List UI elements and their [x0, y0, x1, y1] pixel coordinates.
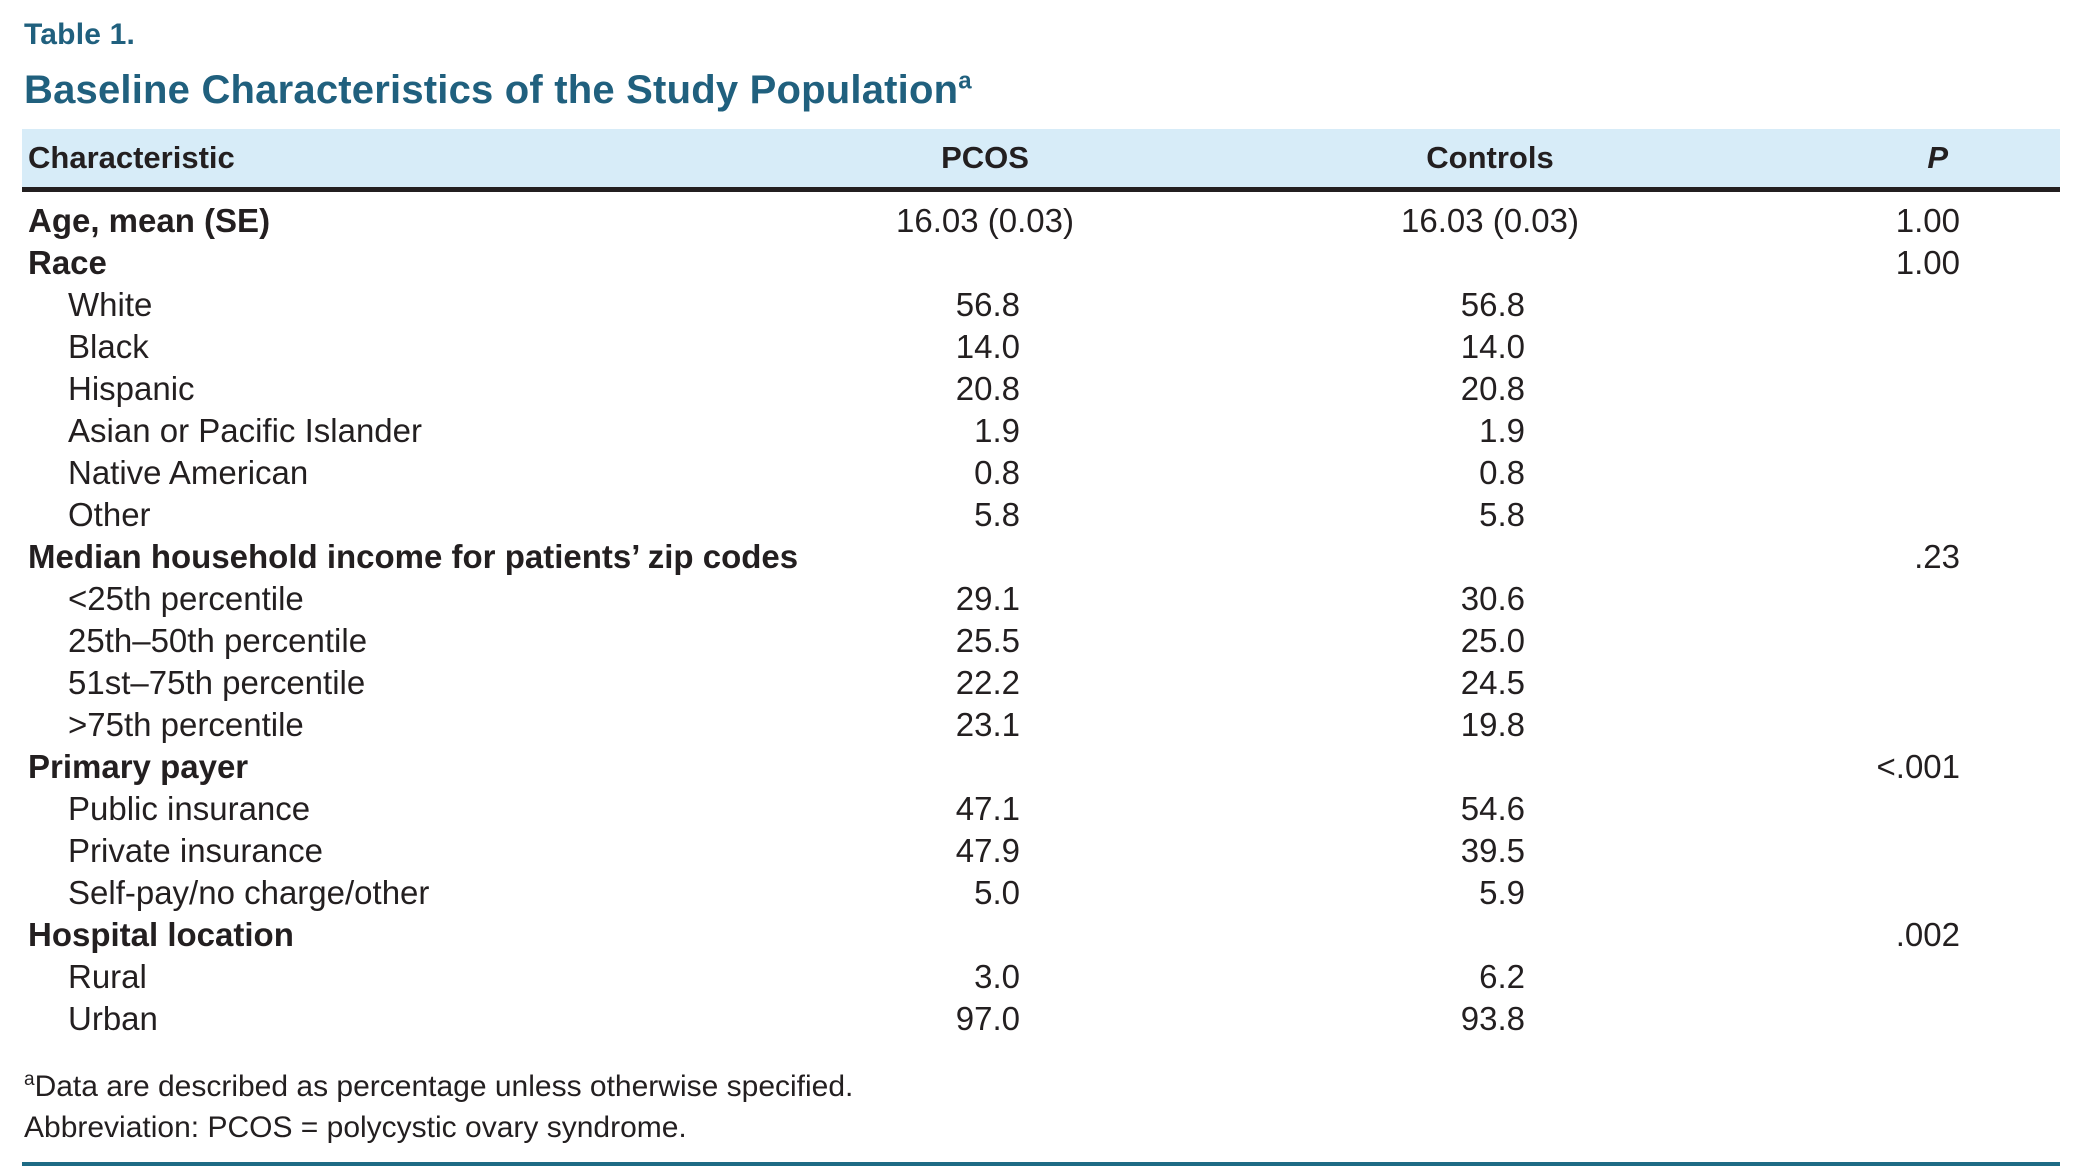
controls-value: 5.8: [1479, 496, 1525, 533]
controls-value: 20.8: [1460, 370, 1525, 407]
pcos-value: 23.1: [955, 706, 1020, 743]
p-value: [1820, 494, 2060, 536]
row-label: Race: [28, 244, 107, 281]
controls-value: [1160, 746, 1820, 788]
table-row: [22, 998, 2060, 1040]
column-header-characteristic: Characteristic: [22, 129, 810, 190]
pcos-value: 16.03 (0.03): [896, 202, 1074, 239]
table-footnotes: [24, 1066, 2060, 1148]
row-label: Hospital location: [28, 916, 294, 953]
pcos-value: 14.0: [955, 328, 1020, 365]
controls-value: 16.03 (0.03): [1401, 202, 1579, 239]
p-value: .23: [1914, 538, 1960, 575]
p-value: [1820, 788, 2060, 830]
table-row: [22, 872, 2060, 914]
table-row: [22, 914, 2060, 956]
row-label: Asian or Pacific Islander: [68, 412, 422, 449]
table-row: [22, 190, 2060, 243]
controls-value: 6.2: [1479, 958, 1525, 995]
row-label: Self-pay/no charge/other: [68, 874, 430, 911]
p-value: 1.00: [1895, 244, 1960, 281]
p-value: [1820, 872, 2060, 914]
pcos-value: 47.9: [955, 832, 1020, 869]
pcos-value: 0.8: [974, 454, 1020, 491]
footnote-marker: a: [24, 1069, 35, 1090]
p-value: [1820, 998, 2060, 1040]
controls-value: 39.5: [1460, 832, 1525, 869]
p-value: [1820, 956, 2060, 998]
baseline-characteristics-table: [22, 129, 2060, 1040]
p-value: [1820, 704, 2060, 746]
controls-value: 54.6: [1460, 790, 1525, 827]
row-label: White: [68, 286, 153, 323]
row-label: Private insurance: [68, 832, 323, 869]
controls-value: 25.0: [1460, 622, 1525, 659]
row-label: Median household income for patients’ zip codes: [28, 538, 799, 575]
pcos-value: 97.0: [955, 1000, 1020, 1037]
column-header-pcos: PCOS: [810, 129, 1160, 190]
column-header-p: P: [1820, 129, 2060, 190]
table-row: [22, 242, 2060, 284]
pcos-value: 56.8: [955, 286, 1020, 323]
pcos-value: [810, 536, 1160, 578]
controls-value: 30.6: [1460, 580, 1525, 617]
column-header-controls: Controls: [1160, 129, 1820, 190]
table-header-row: [22, 129, 2060, 190]
table-row: [22, 494, 2060, 536]
table-row: [22, 746, 2060, 788]
pcos-value: 1.9: [974, 412, 1020, 449]
footnote-data-description: $^a$Data are described as percentage unless otherwise specified.: [24, 1069, 854, 1103]
p-value: [1820, 368, 2060, 410]
p-value: <.001: [1876, 748, 1960, 785]
p-value: .002: [1895, 916, 1960, 953]
row-label: Hispanic: [68, 370, 195, 407]
controls-value: [1160, 536, 1820, 578]
table-row: [22, 578, 2060, 620]
p-value: [1820, 620, 2060, 662]
controls-value: 5.9: [1479, 874, 1525, 911]
row-label: 25th–50th percentile: [68, 622, 368, 659]
row-label: 51st–75th percentile: [68, 664, 366, 701]
row-label: <25th percentile: [68, 580, 304, 617]
row-label: Native American: [68, 454, 309, 491]
controls-value: [1160, 242, 1820, 284]
row-label: Urban: [68, 1000, 158, 1037]
table-number: Table 1.: [24, 18, 136, 51]
p-value: [1820, 410, 2060, 452]
p-value: 1.00: [1895, 202, 1960, 239]
controls-value: [1160, 914, 1820, 956]
table-row: [22, 662, 2060, 704]
controls-value: 1.9: [1479, 412, 1525, 449]
pcos-value: 20.8: [955, 370, 1020, 407]
p-value: [1820, 830, 2060, 872]
title-footnote-marker: a: [958, 67, 972, 95]
controls-value: 19.8: [1460, 706, 1525, 743]
pcos-value: 3.0: [974, 958, 1020, 995]
pcos-value: [810, 914, 1160, 956]
table-row: [22, 620, 2060, 662]
table-row: [22, 536, 2060, 578]
controls-value: 93.8: [1460, 1000, 1525, 1037]
controls-value: 0.8: [1479, 454, 1525, 491]
p-value: [1820, 284, 2060, 326]
pcos-value: [810, 746, 1160, 788]
table-row: [22, 284, 2060, 326]
table-row: [22, 788, 2060, 830]
row-label: Other: [68, 496, 151, 533]
row-label: >75th percentile: [68, 706, 304, 743]
pcos-value: 5.0: [974, 874, 1020, 911]
p-value: [1820, 452, 2060, 494]
p-value: [1820, 662, 2060, 704]
pcos-value: 25.5: [955, 622, 1020, 659]
pcos-value: 29.1: [955, 580, 1020, 617]
pcos-value: [810, 242, 1160, 284]
pcos-value: 47.1: [955, 790, 1020, 827]
controls-value: 14.0: [1460, 328, 1525, 365]
row-label: Primary payer: [28, 748, 249, 785]
controls-value: 24.5: [1460, 664, 1525, 701]
row-label: Rural: [68, 958, 147, 995]
table-row: [22, 368, 2060, 410]
bottom-rule-divider: [22, 1162, 2060, 1166]
controls-value: 56.8: [1460, 286, 1525, 323]
pcos-value: 5.8: [974, 496, 1020, 533]
row-label: Age, mean (SE): [28, 202, 271, 239]
table-row: [22, 410, 2060, 452]
p-value: [1820, 578, 2060, 620]
footnote-abbreviation: Abbreviation: PCOS = polycystic ovary syndrome.: [24, 1111, 687, 1144]
table-row: [22, 830, 2060, 872]
row-label: Public insurance: [68, 790, 311, 827]
row-label: Black: [68, 328, 149, 365]
pcos-value: 22.2: [955, 664, 1020, 701]
table-row: [22, 704, 2060, 746]
page-title: [24, 68, 2060, 113]
p-value: [1820, 326, 2060, 368]
table-row: [22, 326, 2060, 368]
table-row: [22, 452, 2060, 494]
page-title-text: Baseline Characteristics of the Study Population: [24, 68, 959, 112]
table-row: [22, 956, 2060, 998]
